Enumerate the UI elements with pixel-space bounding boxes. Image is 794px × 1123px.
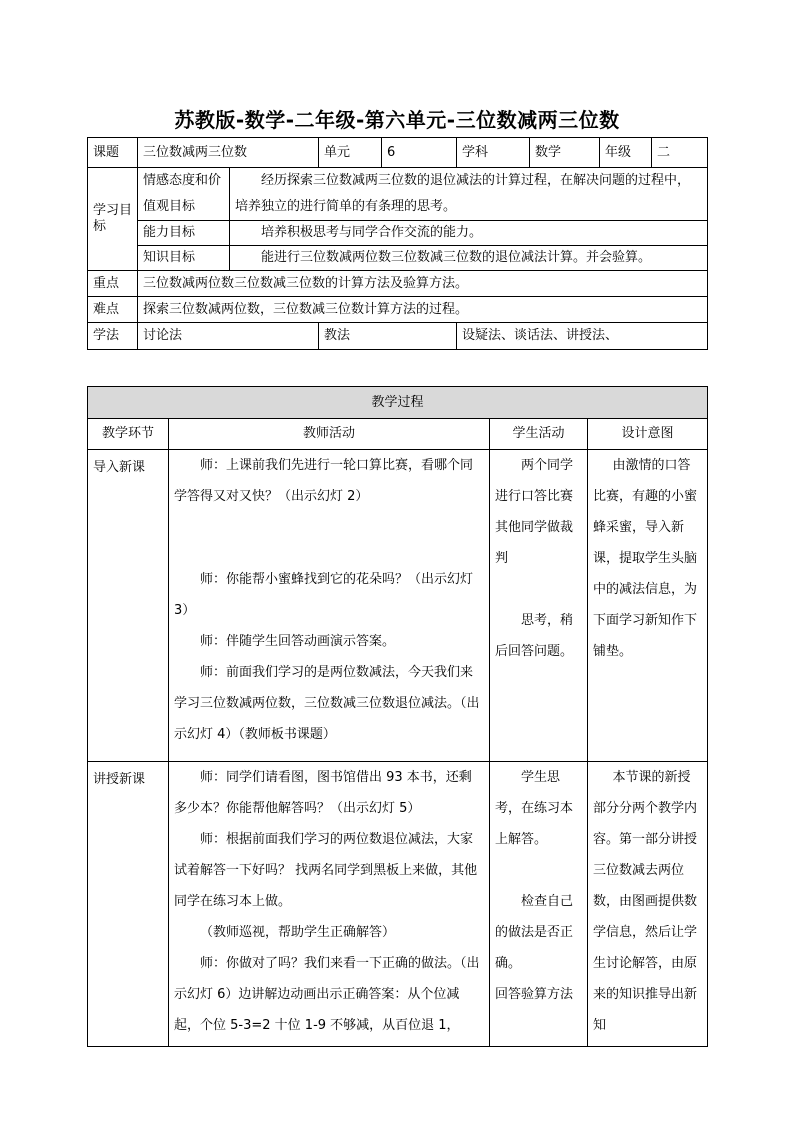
student-activity-intro [490, 450, 588, 762]
unit-value: 6 [382, 138, 457, 168]
grade-label: 年级 [600, 138, 652, 168]
teacher-line: 师：根据前面我们学习的两位数退位减法，大家试着解答一下好吗？ 找两名同学到黑板上来做，其他同学在练习本上做。 [174, 832, 478, 909]
teaching-process-table [87, 386, 708, 1047]
difficulties-text: 探索三位数减两位数，三位数减三位数计算方法的过程。 [138, 297, 708, 323]
study-method: 讨论法 [138, 323, 319, 350]
objective-knowledge-text: 能进行三位数减两位数三位数减三位数的退位减法计算。并会验算。 [230, 246, 708, 271]
table-row [88, 450, 708, 762]
study-method-label: 学法 [88, 323, 138, 350]
teacher-line: 师：伴随学生回答动画演示答案。 [200, 634, 396, 649]
teacher-line: 师：上课前我们先进行一轮口算比赛，看哪个同学答得又对又快？（出示幻灯 2） [174, 458, 474, 504]
process-heading: 教学过程 [88, 387, 708, 419]
lesson-info-table [87, 137, 708, 350]
objective-ability-text: 培养积极思考与同学合作交流的能力。 [230, 221, 708, 246]
design-intent-intro: 由激情的口答比赛，有趣的小蜜蜂采蜜，导入新课，提取学生头脑中的减法信息，为下面学习新知作下铺垫。 [588, 450, 708, 762]
lesson-topic-label: 课题 [88, 138, 138, 168]
teach-method: 设疑法、谈话法、讲授法、 [457, 323, 708, 350]
table-row [88, 762, 708, 1047]
col-intent: 设计意图 [588, 419, 708, 450]
teacher-line: 师：同学们请看图，图书馆借出 93 本书，还剩多少本？你能帮他解答吗？（出示幻灯 5） [174, 770, 472, 816]
key-points-text: 三位数减两位数三位数减三位数的计算方法及验算方法。 [138, 271, 708, 297]
subject-value: 数学 [530, 138, 600, 168]
unit-label: 单元 [319, 138, 382, 168]
stage-intro: 导入新课 [88, 450, 169, 762]
key-points-label: 重点 [88, 271, 138, 297]
student-line: 学生思考，在练习本上解答。 [495, 770, 574, 847]
stage-new-lesson: 讲授新课 [88, 762, 169, 1047]
objectives-label: 学习目标 [88, 168, 138, 271]
teacher-line: 师：你能帮小蜜蜂找到它的花朵吗？（出示幻灯 3） [174, 572, 474, 618]
objective-knowledge-name: 知识目标 [138, 246, 230, 271]
col-stage: 教学环节 [88, 419, 169, 450]
teacher-line: 师：你做对了吗？我们来看一下正确的做法。（出示幻灯 6）边讲解边动画出示正确答案：从个位减起，个位 5-3=2 十位 1-9 不够减，从百位退 1， [174, 956, 480, 1033]
objective-emotion-text: 经历探索三位数减两三位数的退位减法的计算过程，在解决问题的过程中，培养独立的进行简单的有条理的思考。 [230, 168, 708, 221]
lesson-topic: 三位数减两三位数 [138, 138, 319, 168]
difficulties-label: 难点 [88, 297, 138, 323]
student-line: 检查自己的做法是否正确。 [495, 894, 574, 971]
col-student: 学生活动 [490, 419, 588, 450]
student-activity-new [490, 762, 588, 1047]
student-line: 两个同学进行口答比赛其他同学做裁判 [495, 458, 574, 566]
document-title: 苏教版-数学-二年级-第六单元-三位数减两三位数 [174, 108, 620, 132]
student-line: 回答验算方法 [495, 987, 574, 1002]
objective-ability-name: 能力目标 [138, 221, 230, 246]
teacher-line: （教师巡视，帮助学生正确解答） [200, 925, 396, 940]
teach-method-label: 教法 [319, 323, 457, 350]
teacher-activity-intro [169, 450, 490, 762]
design-intent-new: 本节课的新授部分分两个教学内容。第一部分讲授三位数减去两位数，由图画提供数学信息，然后让学生讨论解答，由原来的知识推导出新知 [588, 762, 708, 1047]
grade-value: 二 [652, 138, 708, 168]
objective-emotion-name: 情感态度和价值观目标 [138, 168, 230, 221]
teacher-activity-new [169, 762, 490, 1047]
col-teacher: 教师活动 [169, 419, 490, 450]
student-line: 思考，稍后回答问题。 [495, 613, 574, 659]
teacher-line: 师：前面我们学习的是两位数减法，今天我们来学习三位数减两位数，三位数减三位数退位减法。（出示幻灯 4）（教师板书课题） [174, 665, 480, 742]
subject-label: 学科 [457, 138, 530, 168]
